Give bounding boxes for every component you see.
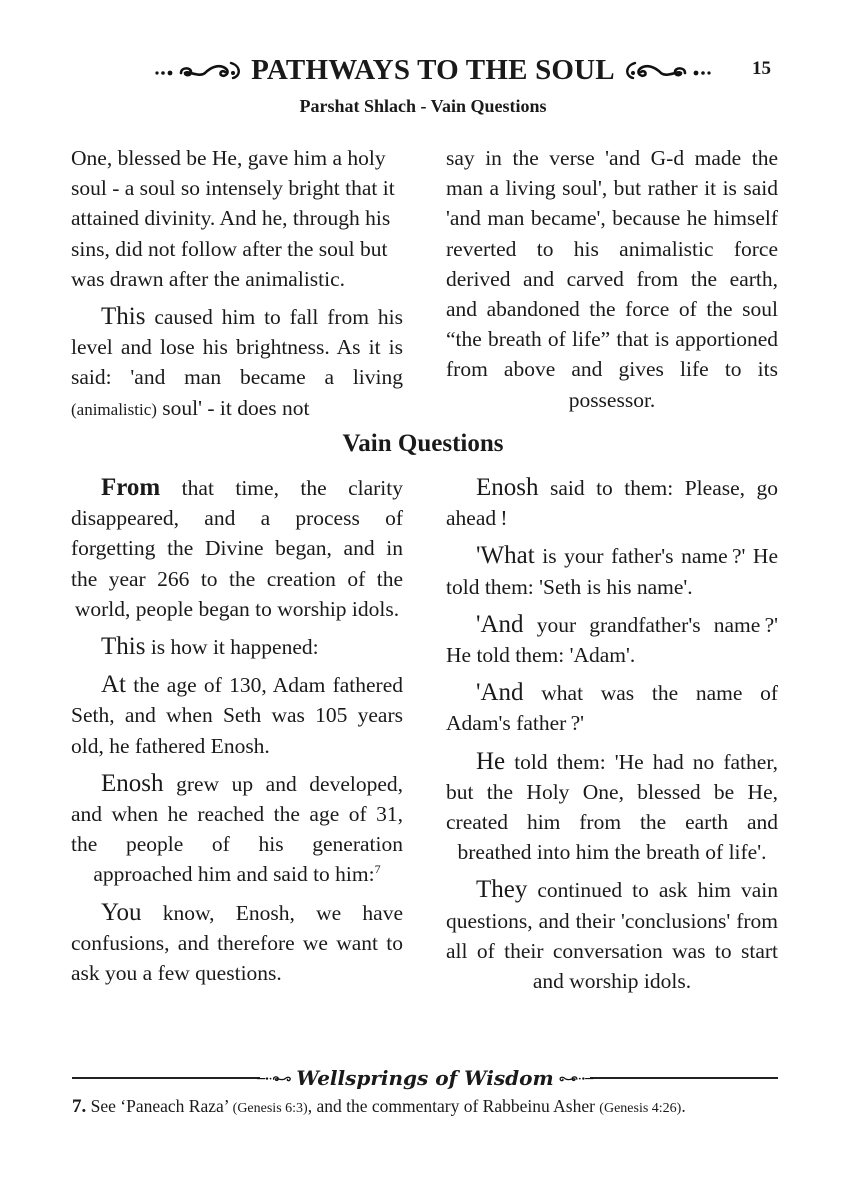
parenthetical: (animalistic) xyxy=(71,399,157,419)
paragraph xyxy=(71,302,403,425)
paragraph xyxy=(71,632,403,662)
footnote-marker[interactable]: 7 xyxy=(374,862,381,877)
paragraph-text: that time, the clarity disappeared, and a process of forgetting the Divine began, and in the year 266 to the creation of the world, people began to worship idols. xyxy=(71,476,403,621)
paragraph xyxy=(446,678,778,738)
paragraph xyxy=(71,769,403,890)
paragraph-lead: 'And xyxy=(476,679,524,707)
paragraph-text: is your father's name ?' He told them: 'Seth is his name'. xyxy=(446,544,778,599)
right-flourish-icon xyxy=(558,1069,593,1087)
paragraph xyxy=(446,143,778,415)
bottom-right-column xyxy=(446,473,778,1004)
paragraph-lead: This xyxy=(101,303,146,331)
divider-line xyxy=(72,1077,260,1079)
paragraph-text: told them: 'He had no father, but the Holy One, blessed be He, created him from the earth and breathed into him the breath of life'. xyxy=(446,749,778,865)
paragraph-lead: You xyxy=(101,898,142,926)
paragraph-lead: They xyxy=(476,876,528,904)
paragraph xyxy=(446,473,778,533)
paragraph-text: One, blessed be He, gave him a holy soul - a soul so intensely bright that it attained divinity. And he, through his sins, did not follow after the soul but was drawn after the animalistic. xyxy=(71,146,395,291)
paragraph-text: continued to ask him vain questions, and their 'conclusions' from all of their conversation was to start and worship idols. xyxy=(446,878,778,994)
paragraph xyxy=(446,541,778,601)
footer-brand xyxy=(257,1064,593,1092)
paragraph-lead: At xyxy=(101,671,126,699)
chapter-subtitle: Parshat Shlach - Vain Questions xyxy=(299,96,547,116)
left-flourish-icon xyxy=(257,1069,292,1087)
footnote-text: . xyxy=(681,1096,686,1116)
footnote-text: , and the commentary of Rabbeinu Asher xyxy=(307,1096,600,1116)
paragraph-lead: From xyxy=(101,474,161,501)
paragraph-text: know, Enosh, we have confusions, and therefore we want to ask you a few questions. xyxy=(71,900,403,986)
paragraph-text: say in the verse 'and G-d made the man a living soul', but rather it is said 'and man became', because he himself reverted to his animalistic force derived and carved from the earth, and abandoned the force of the soul “the breath of life” that is apportioned from above and gives life to its possessor. xyxy=(446,146,778,412)
section-heading: Vain Questions xyxy=(342,430,504,457)
paragraph-text: soul' - it does not xyxy=(156,395,310,420)
footnote-reference: (Genesis 6:3) xyxy=(232,1101,308,1116)
top-left-column xyxy=(71,143,403,433)
left-flourish-icon xyxy=(153,58,245,82)
top-right-column xyxy=(446,143,778,423)
bottom-left-column xyxy=(71,473,403,996)
divider-line xyxy=(590,1077,778,1079)
paragraph-lead: 'And xyxy=(476,610,524,638)
paragraph-text: the age of 130, Adam fathered Seth, and when Seth was 105 years old, he fathered Enosh. xyxy=(71,673,403,758)
paragraph xyxy=(71,670,403,761)
paragraph-lead: Enosh xyxy=(476,474,539,501)
paragraph-lead: This xyxy=(101,633,146,661)
paragraph-lead: Enosh xyxy=(101,769,164,797)
paragraph-text: your grandfather's name ?' He told them: 'Adam'. xyxy=(446,612,778,668)
paragraph-lead: 'What xyxy=(476,542,535,570)
paragraph xyxy=(446,747,778,868)
right-flourish-icon xyxy=(621,58,713,82)
paragraph-text: said to them: Please, go ahead ! xyxy=(446,476,778,531)
paragraph xyxy=(446,875,778,996)
footer-brand-text: Wellsprings of Wisdom xyxy=(296,1066,554,1090)
footnote xyxy=(72,1096,792,1118)
footnote-number: 7. xyxy=(72,1096,87,1117)
paragraph xyxy=(446,610,778,670)
paragraph-text: grew up and developed, and when he reached the age of 31, the people of his generation approached him and said to him: xyxy=(71,771,403,887)
footnote-text: See ‘Paneach Raza’ xyxy=(86,1096,233,1116)
paragraph-text: is how it happened: xyxy=(145,635,319,660)
paragraph xyxy=(71,143,403,294)
running-title xyxy=(128,50,738,90)
footer-divider xyxy=(72,1064,778,1092)
page-number: 15 xyxy=(752,58,771,79)
footnote-reference: (Genesis 4:26) xyxy=(599,1101,682,1116)
paragraph-text: caused him to fall from his level and lose his brightness. As it is said: 'and man became a living xyxy=(71,305,403,390)
running-header xyxy=(0,50,846,90)
paragraph-lead: He xyxy=(476,747,506,775)
paragraph xyxy=(71,898,403,989)
paragraph-text: what was the name of Adam's father ?' xyxy=(446,681,778,736)
running-title-text: PATHWAYS TO THE SOUL xyxy=(251,54,615,86)
paragraph xyxy=(71,473,403,624)
